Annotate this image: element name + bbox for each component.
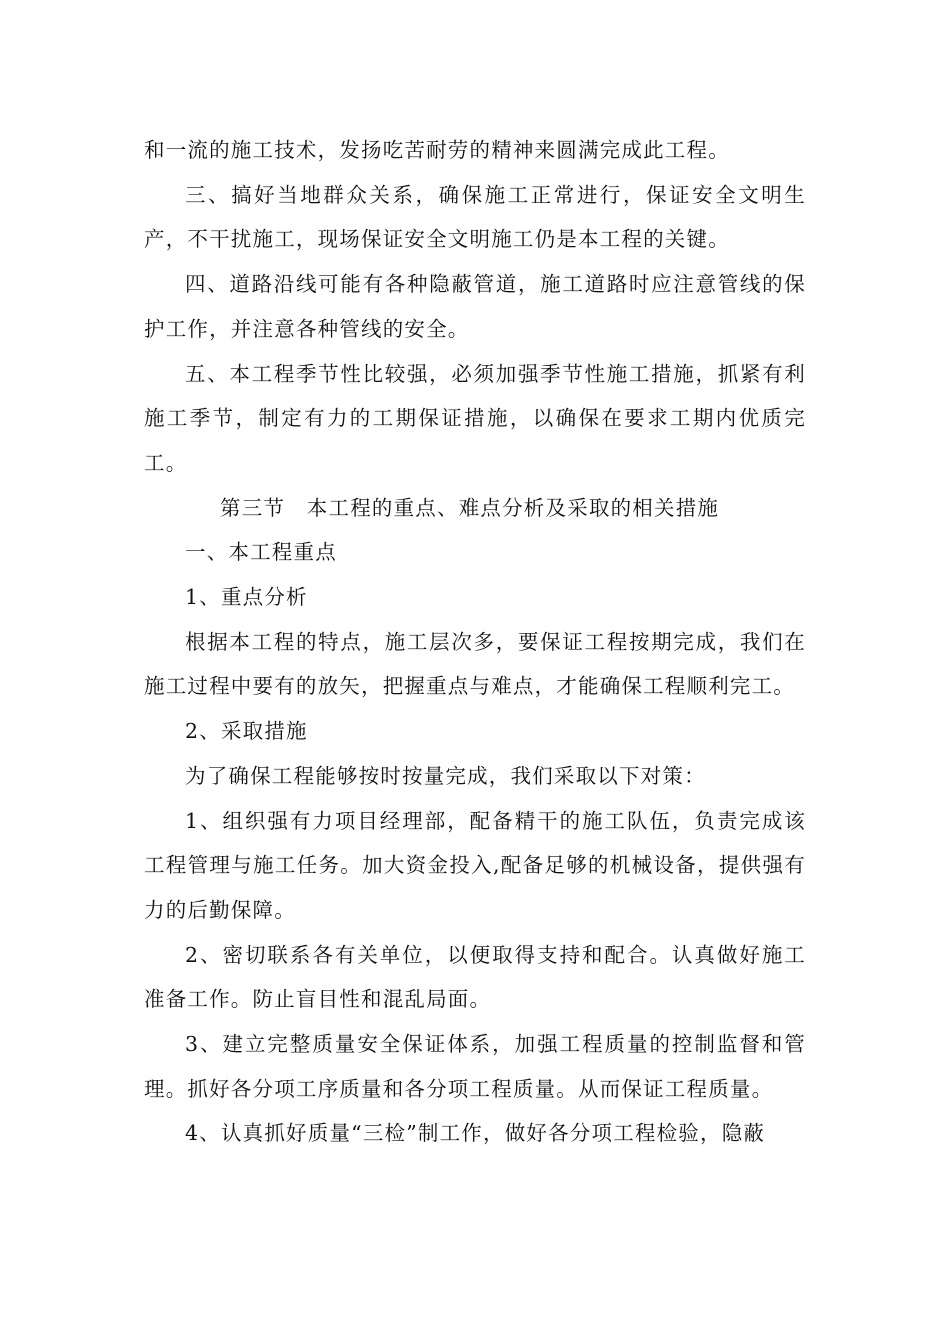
paragraph-point-4: 四、道路沿线可能有各种隐蔽管道，施工道路时应注意管线的保护工作，并注意各种管线的安全。 [144,272,806,341]
section-3-heading: 第三节 本工程的重点、难点分析及采取的相关措施 [220,495,720,520]
paragraph-point-3: 三、搞好当地群众关系，确保施工正常进行，保证安全文明生产，不干扰施工，现场保证安全文明施工仍是本工程的关键。 [144,182,806,252]
subsection-1-heading: 一、本工程重点 [185,540,337,565]
paragraph-point-5: 五、本工程季节性比较强，必须加强季节性施工措施，抓紧有利施工季节，制定有力的工期保证措施，以确保在要求工期内优质完工。 [144,361,806,475]
paragraph-measures-intro: 为了确保工程能够按时按量完成，我们采取以下对策： [185,763,706,788]
paragraph-measure-1: 1、组织强有力项目经理部，配备精干的施工队伍，负责完成该工程管理与施工任务。加大资金投入,配备足够的机械设备，提供强有力的后勤保障。 [144,808,806,922]
paragraph-measure-2: 2、密切联系各有关单位，以便取得支持和配合。认真做好施工准备工作。防止盲目性和混乱局面。 [144,942,806,1012]
paragraph-measure-4: 4、认真抓好质量“三检”制工作，做好各分项工程检验，隐蔽 [185,1121,766,1146]
document-body [144,128,806,1156]
paragraph-intro-continued: 和一流的施工技术，发扬吃苦耐劳的精神来圆满完成此工程。 [144,138,730,162]
subsection-1-1-heading: 1、重点分析 [185,585,308,610]
paragraph-measure-3: 3、建立完整质量安全保证体系，加强工程质量的控制监督和管理。抓好各分项工序质量和各分项工程质量。从而保证工程质量。 [144,1032,806,1101]
paragraph-analysis: 根据本工程的特点，施工层次多，要保证工程按期完成，我们在施工过程中要有的放矢，把握重点与难点，才能确保工程顺利完工。 [144,629,806,699]
subsection-1-2-heading: 2、采取措施 [185,719,308,744]
